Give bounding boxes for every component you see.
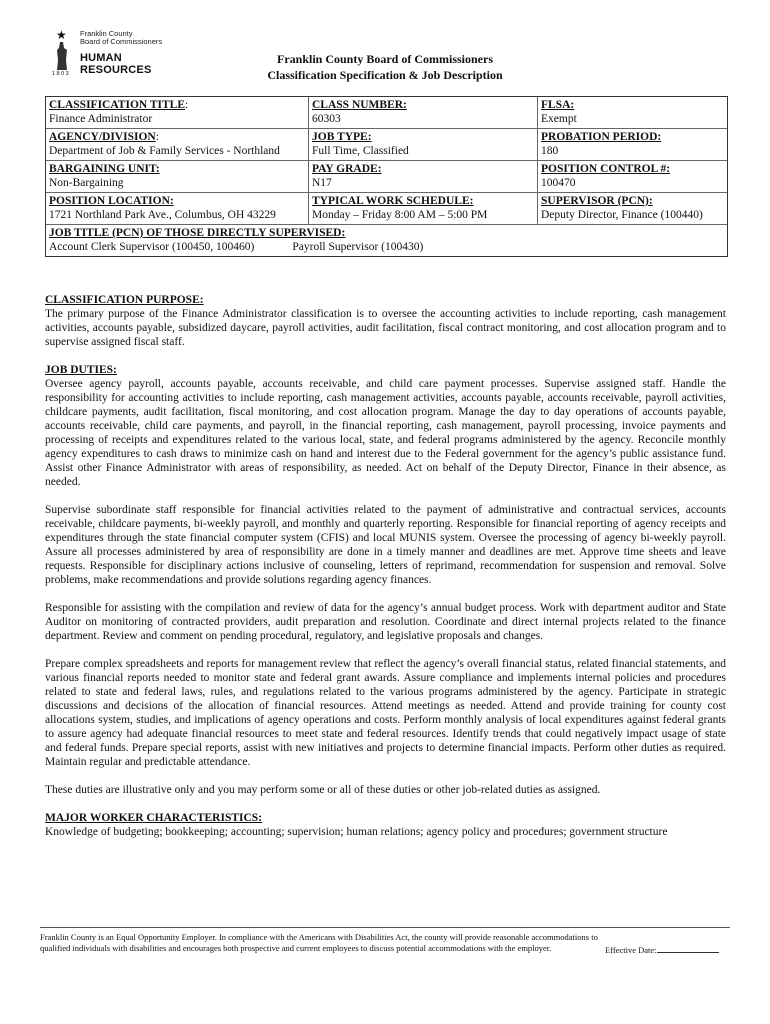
flsa-cell bbox=[537, 97, 727, 128]
document-title: Franklin County Board of Commissioners bbox=[276, 52, 494, 66]
schedule-value: Monday – Friday 8:00 AM – 5:00 PM bbox=[312, 209, 488, 221]
logo-line-hr: HUMAN RESOURCES bbox=[80, 52, 152, 76]
characteristics-text: Knowledge of budgeting; bookkeeping; accounting; supervision; human relations; agency policy and procedures; government structure bbox=[45, 826, 668, 838]
flsa-value: Exempt bbox=[541, 113, 577, 125]
pay-grade-cell bbox=[308, 161, 537, 192]
supervised-cell bbox=[46, 225, 727, 256]
purpose-text: The primary purpose of the Finance Administrator classification is to oversee the accounting activities to include reporting, cash management activities, accounts payable, subsidized daycare, payroll activities, audit facilitation, fiscal contract monitoring, and cost allocation program and to supervise assigned fiscal staff. bbox=[45, 308, 726, 348]
probation-value: 180 bbox=[541, 145, 559, 157]
agency-value: Department of Job & Family Services - Northland bbox=[49, 145, 280, 157]
document-body bbox=[45, 293, 726, 839]
supervisor-label: SUPERVISOR (PCN): bbox=[541, 195, 653, 207]
logo-year: 1803 bbox=[52, 71, 71, 77]
bargaining-label: BARGAINING UNIT: bbox=[49, 163, 160, 175]
classification-title-value: Finance Administrator bbox=[49, 113, 153, 125]
purpose-heading: CLASSIFICATION PURPOSE: bbox=[45, 294, 204, 306]
class-number-value: 60303 bbox=[312, 113, 341, 125]
supervised-value-2: Payroll Supervisor (100430) bbox=[292, 241, 424, 253]
pay-grade-value: N17 bbox=[312, 177, 332, 189]
job-type-value: Full Time, Classified bbox=[312, 145, 409, 157]
classification-title-label: CLASSIFICATION TITLE bbox=[49, 99, 186, 111]
position-control-cell bbox=[537, 161, 727, 192]
agency-label: AGENCY/DIVISION bbox=[49, 131, 156, 143]
schedule-label: TYPICAL WORK SCHEDULE: bbox=[312, 195, 474, 207]
supervisor-cell bbox=[537, 193, 727, 224]
info-row-2 bbox=[46, 128, 727, 160]
effective-date-blank bbox=[657, 943, 719, 953]
class-number-cell bbox=[308, 97, 537, 128]
info-row-5 bbox=[46, 224, 727, 256]
supervised-label: JOB TITLE (PCN) OF THOSE DIRECTLY SUPERVISED: bbox=[49, 227, 346, 239]
duties-heading: JOB DUTIES: bbox=[45, 364, 117, 376]
bargaining-cell bbox=[46, 161, 308, 192]
characteristics-heading: MAJOR WORKER CHARACTERISTICS: bbox=[45, 812, 263, 824]
classification-title-colon: : bbox=[185, 99, 189, 111]
info-row-3 bbox=[46, 160, 727, 192]
effective-date bbox=[605, 943, 719, 956]
flsa-label: FLSA: bbox=[541, 99, 575, 111]
duties-paragraph-2: Supervise subordinate staff responsible for financial activities related to the payment of administrative and contractual services, accounts receivable, childcare payments, bi-weekly payroll, and monthly and quarterly reporting. Responsible for financial reporting of agency receipts and expenditures through the state financial computer system (CFIS) and local MUNIS system. Oversee the processing of agency bi-weekly payroll. Assure all processes administered by area of responsibility are done in a timely manner and deadlines are met. Approve time sheets and leave requests. Responsible for disciplinary actions inclusive of counseling, letters of reprimand, recommendation for suspension and removal. Solve problems, make recommendations and provide solutions regarding agency finances. bbox=[45, 504, 726, 586]
location-cell bbox=[46, 193, 308, 224]
supervisor-value: Deputy Director, Finance (100440) bbox=[541, 209, 703, 221]
effective-date-label: Effective Date: bbox=[605, 945, 657, 955]
classification-title-cell bbox=[46, 97, 308, 128]
job-type-cell bbox=[308, 129, 537, 160]
position-info-table bbox=[45, 96, 728, 257]
info-row-1 bbox=[46, 97, 727, 128]
pay-grade-label: PAY GRADE: bbox=[312, 163, 382, 175]
bargaining-value: Non-Bargaining bbox=[49, 177, 124, 189]
job-type-label: JOB TYPE: bbox=[312, 131, 372, 143]
logo-line-county: Franklin County bbox=[80, 29, 133, 38]
probation-label: PROBATION PERIOD: bbox=[541, 131, 662, 143]
agency-cell bbox=[46, 129, 308, 160]
position-control-value: 100470 bbox=[541, 177, 576, 189]
location-label: POSITION LOCATION: bbox=[49, 195, 174, 207]
duties-paragraph-5: These duties are illustrative only and you may perform some or all of these duties or other job-related duties as assigned. bbox=[45, 784, 601, 796]
schedule-cell bbox=[308, 193, 537, 224]
duties-paragraph-4: Prepare complex spreadsheets and reports for management review that reflect the agency’s overall financial status, related financial statements, and various financial reports needed to monitor state and federal grant awards. Assure compliance and implements internal policies and procedures related to state and federal laws, rules, and regulations related to the various programs administered by the agency. Participate in strategic discussions and decisions of the allocation of financial resources. Attend meetings as needed. Attend and provide training for county cost allocations system, studies, and implications of agency operations and costs. Perform monthly analysis of local expenditures against federal grants to assure agency had adequate financial resources to meet state and federal resources. Identify trends that could negatively impact usage of state and federal funds. Prepare special reports, assist with new initiatives and projects to determine financial impacts. Perform other duties as required. Maintain regular and predictable attendance. bbox=[45, 658, 726, 768]
star-icon: ★ bbox=[56, 28, 67, 42]
footer-eeo-statement: Franklin County is an Equal Opportunity Employer. In compliance with the Americans with Disabilities Act, the county will provide reasonable accommodations to qualified individuals with disabilities and encourages both prospective and current employees to discuss potential accommodations with the employer. bbox=[40, 932, 598, 953]
probation-cell bbox=[537, 129, 727, 160]
document-subtitle: Classification Specification & Job Description bbox=[267, 68, 503, 82]
info-row-4 bbox=[46, 192, 727, 224]
position-control-label: POSITION CONTROL #: bbox=[541, 163, 671, 175]
duties-paragraph-3: Responsible for assisting with the compilation and review of data for the agency’s annual budget process. Work with department auditor and State Auditor on monitoring of contracted providers, audit preparation and resolution. Coordinate and direct internal projects related to the finance department. Review and comment on pending procedural, regulatory, and legislative proposals and changes. bbox=[45, 602, 726, 642]
logo-line-board: Board of Commissioners bbox=[80, 37, 163, 46]
footer-divider bbox=[40, 927, 730, 928]
supervised-value-1: Account Clerk Supervisor (100450, 100460) bbox=[49, 241, 255, 253]
agency-colon: : bbox=[155, 131, 159, 143]
duties-paragraph-1: Oversee agency payroll, accounts payable, accounts receivable, and child care payment processes. Supervise assigned staff. Handle the responsibility for accounting activities to include reporting, cash management activities, accounts payable, accounts receivable, payroll activities, childcare payments, audit facilitation, fiscal monitoring, and cost allocation program. Manage the day to day operations of accounts payable, accounts receivable, child care payments, and payroll, in the financial reporting, cash management, payroll processing, invoice payments and processing of receipts and expenditures related to the various local, state, and federal programs administered by the agency. Reconcile monthly agency expenditures to cash draws to minimize cash on hand and interest due to the Federal government for the agency’s public assistance fund. Assist other Finance Administrator with areas of responsibility, as needed. Act on behalf of the Deputy Director, Finance in their absence, as needed. bbox=[45, 378, 726, 488]
class-number-label: CLASS NUMBER: bbox=[312, 99, 407, 111]
location-value: 1721 Northland Park Ave., Columbus, OH 43229 bbox=[49, 209, 276, 221]
